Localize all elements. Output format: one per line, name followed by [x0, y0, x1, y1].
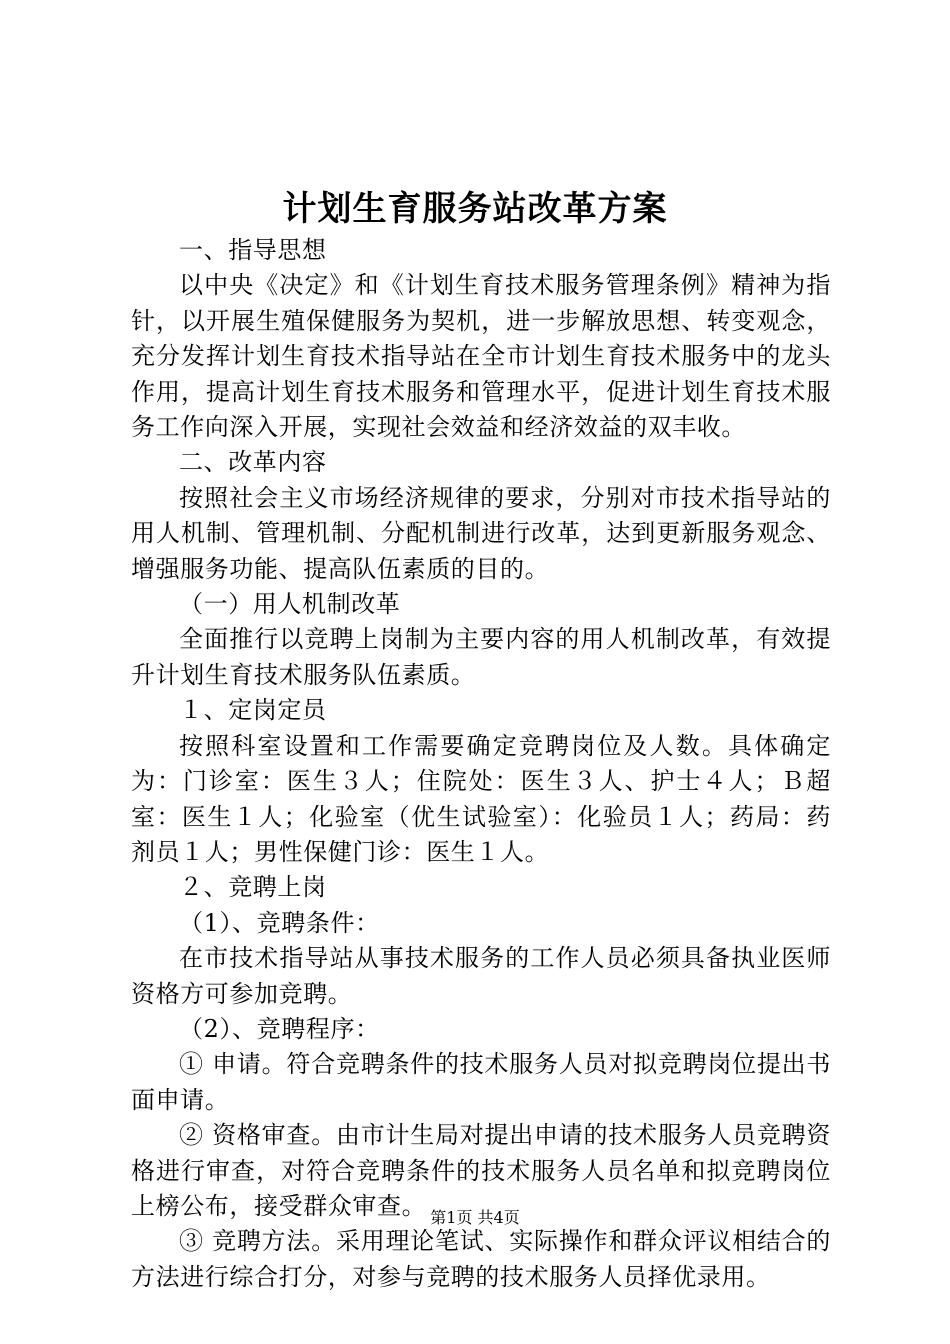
list-item: ② 资格审查。由市计生局对提出申请的技术服务人员竞聘资格进行审查，对符合竞聘条件的技术服务人员名单和拟竞聘岗位上榜公布，接受群众审查。 [131, 1121, 831, 1220]
document-title: 计划生育服务站改革方案 [282, 189, 668, 229]
item-heading: （2）、竞聘程序： [179, 1014, 380, 1043]
body-paragraph: 按照社会主义市场经济规律的要求，分别对市技术指导站的用人机制、管理机制、分配机制进行改革，达到更新服务观念、增强服务功能、提高队伍素质的目的。 [131, 483, 831, 583]
body-paragraph: 按照科室设置和工作需要确定竞聘岗位及人数。具体确定为：门诊室：医生３人；住院处：医生３人、护士４人；Ｂ超室：医生１人；化验室（优生试验室）：化验员１人；药局：药剂员１人；男性保健门诊：医生１人。 [131, 731, 831, 866]
list-item: ③ 竞聘方法。采用理论笔试、实际操作和群众评议相结合的方法进行综合打分，对参与竞聘的技术服务人员择优录用。 [131, 1227, 831, 1291]
list-item: ① 申请。符合竞聘条件的技术服务人员对拟竞聘岗位提出书面申请。 [131, 1050, 831, 1114]
document-body [131, 233, 831, 1295]
page-number: 第1页 共4页 [430, 1208, 520, 1227]
body-paragraph: 全面推行以竞聘上岗制为主要内容的用人机制改革，有效提升计划生育技术服务队伍素质。 [131, 625, 831, 689]
section-heading: 一、指导思想 [179, 236, 327, 264]
section-heading: 二、改革内容 [179, 448, 327, 477]
subsection-heading: （一）用人机制改革 [179, 590, 401, 619]
body-paragraph: 在市技术指导站从事技术服务的工作人员必须具备执业医师资格方可参加竞聘。 [131, 944, 831, 1008]
item-heading: （1）、竞聘条件： [179, 908, 380, 937]
subsection-heading: ２、竞聘上岗 [179, 873, 327, 902]
body-paragraph: 以中央《决定》和《计划生育技术服务管理条例》精神为指针，以开展生殖保健服务为契机，进一步解放思想、转变观念，充分发挥计划生育技术指导站在全市计划生育技术服务中的龙头作用，提高计划生育技术服务和管理水平，促进计划生育技术服务工作向深入开展，实现社会效益和经济效益的双丰收。 [131, 271, 831, 442]
subsection-heading: １、定岗定员 [179, 696, 327, 725]
